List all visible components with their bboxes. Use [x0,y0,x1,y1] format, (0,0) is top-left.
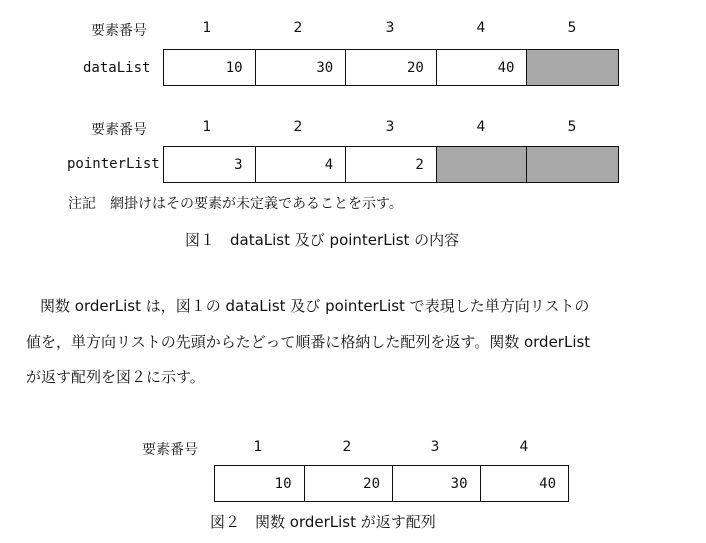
paragraph-line-2: 値を，単方向リストの先頭からたどって順番に格納した配列を返す。関数 orderList [26,333,591,351]
index-1: 1 [202,119,212,135]
pointerlist-cell-5-undefined [526,147,618,182]
index-3: 3 [385,119,395,135]
datalist-cell-5-undefined [526,50,618,85]
datalist-cell-1: 10 [225,59,243,76]
orderlist-result-array [214,465,569,502]
figure2-caption: 図２ 関数 orderList が返す配列 [210,513,436,531]
index-4: 4 [476,119,486,135]
datalist-cell-4: 40 [436,50,527,85]
index-1: 1 [253,439,263,455]
index-label-datalist: 要素番号 [91,23,147,39]
index-2: 2 [293,119,303,135]
orderlist-cell-4: 40 [480,466,569,501]
pointerlist-label: pointerList [67,156,160,172]
paragraph-line-1: 関数 orderList は，図１の dataList 及び pointerList で表現した単方向リストの [40,297,590,315]
figure-note: 注記 網掛けはその要素が未定義であることを示す。 [68,196,403,212]
index-5: 5 [567,119,577,135]
datalist-cell-2: 30 [255,50,346,85]
pointerlist-array [163,146,619,183]
index-4: 4 [476,20,486,36]
index-label-pointerlist: 要素番号 [91,122,147,138]
index-2: 2 [342,439,352,455]
pointerlist-cell-1: 3 [234,156,243,173]
pointerlist-cell-2: 4 [255,147,346,182]
orderlist-cell-2: 20 [304,466,393,501]
index-3: 3 [430,439,440,455]
index-2: 2 [293,20,303,36]
index-1: 1 [202,20,212,36]
index-4: 4 [519,439,529,455]
orderlist-cell-3: 30 [392,466,480,501]
pointerlist-cell-4-undefined [436,147,527,182]
index-5: 5 [567,20,577,36]
index-label-orderlist: 要素番号 [142,442,198,458]
paragraph-line-3: が返す配列を図２に示す。 [26,368,205,386]
pointerlist-cell-3: 2 [345,147,436,182]
orderlist-cell-1: 10 [274,475,292,492]
datalist-array [163,49,619,86]
index-3: 3 [385,20,395,36]
figure1-caption: 図１ dataList 及び pointerList の内容 [185,231,460,249]
datalist-cell-3: 20 [345,50,436,85]
datalist-label: dataList [83,60,151,76]
